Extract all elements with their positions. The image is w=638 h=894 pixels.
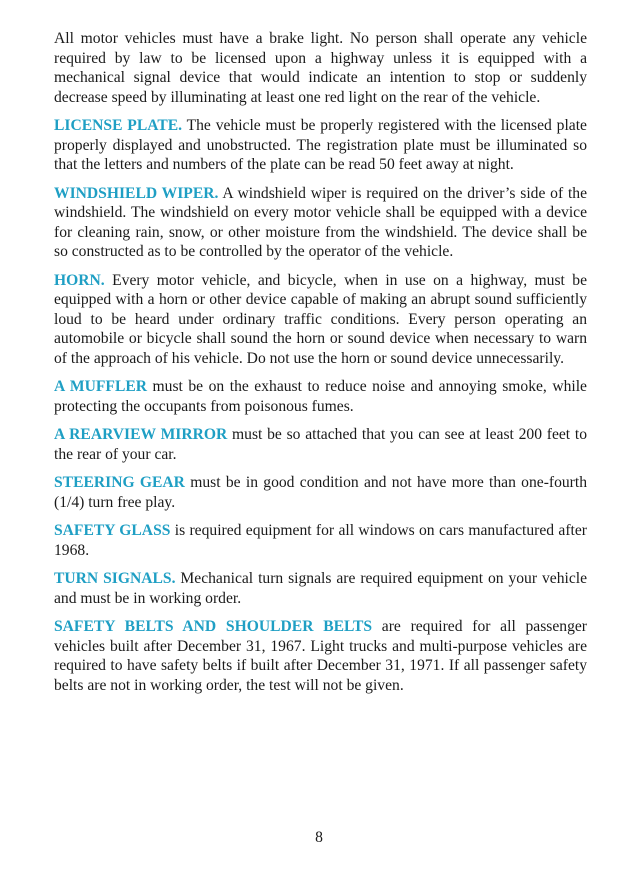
section-body: A windshield wiper is required on the driver’s side of the windshield. The windshield on every motor vehicle shall be equipped with a device for cleaning rain, snow, or other moisture from the windshield. The device shall be so constructed as to be controlled by the operator of the vehicle. bbox=[54, 184, 588, 260]
intro-text: All motor vehicles must have a brake light. No person shall operate any vehicle required by law to be licensed upon a highway unless it is equipped with a mechanical signal device that would indicate an intention to stop or suddenly decrease speed by illuminating at least one red light on the rear of the vehicle. bbox=[54, 30, 587, 106]
section-rearview-mirror bbox=[54, 425, 587, 464]
page-number: 8 bbox=[315, 829, 323, 846]
section-heading: A MUFFLER bbox=[54, 378, 148, 395]
section-heading: WINDSHIELD WIPER. bbox=[54, 184, 219, 202]
section-heading: LICENSE PLATE. bbox=[54, 117, 183, 134]
section-steering-gear bbox=[54, 473, 587, 512]
section-muffler bbox=[54, 377, 587, 416]
section-heading: TURN SIGNALS. bbox=[54, 570, 176, 587]
document-page bbox=[54, 29, 587, 704]
section-safety-belts bbox=[54, 617, 587, 695]
section-license-plate bbox=[54, 116, 587, 175]
section-turn-signals bbox=[54, 569, 587, 608]
section-heading: SAFETY GLASS bbox=[54, 522, 171, 539]
section-body: are required for all passenger vehicles built after December 31, 1967. Light trucks and multi-purpose vehicles are required to have safety belts if built after December 31, 1971. If all passenger safety belts are not in working order, the test will not be given. bbox=[54, 618, 587, 694]
section-heading: STEERING GEAR bbox=[54, 474, 185, 491]
section-body: must be so attached that you can see at least 200 feet to the rear of your car. bbox=[54, 426, 588, 463]
section-windshield-wiper bbox=[54, 184, 587, 262]
section-body: Mechanical turn signals are required equipment on your vehicle and must be in working order. bbox=[54, 570, 587, 607]
section-heading: HORN. bbox=[54, 271, 105, 289]
intro-paragraph bbox=[54, 29, 587, 107]
section-horn bbox=[54, 271, 587, 369]
section-heading: A REARVIEW MIRROR bbox=[54, 426, 228, 443]
section-body: Every motor vehicle, and bicycle, when in use on a highway, must be equipped with a horn or other device capable of making an abrupt sound sufficiently loud to be heard under ordinary traffic conditions. Every person operating an automobile or bicycle shall sound the horn or sound device when necessary to warn of the approach of his vehicle. Do not use the horn or sound device unnecessarily. bbox=[54, 271, 587, 367]
section-body: The vehicle must be properly registered with the licensed plate properly displayed and unobstructed. The registration plate must be illuminated so that the letters and numbers of the plate can be read 50 feet away at night. bbox=[54, 117, 587, 173]
section-body: must be in good condition and not have more than one-fourth (1/4) turn free play. bbox=[54, 474, 587, 511]
section-body: must be on the exhaust to reduce noise and annoying smoke, while protecting the occupants from poisonous fumes. bbox=[54, 378, 587, 415]
section-safety-glass bbox=[54, 521, 587, 560]
section-heading: SAFETY BELTS AND SHOULDER BELTS bbox=[54, 618, 373, 635]
section-body: is required equipment for all windows on cars manufactured after 1968. bbox=[54, 522, 587, 559]
